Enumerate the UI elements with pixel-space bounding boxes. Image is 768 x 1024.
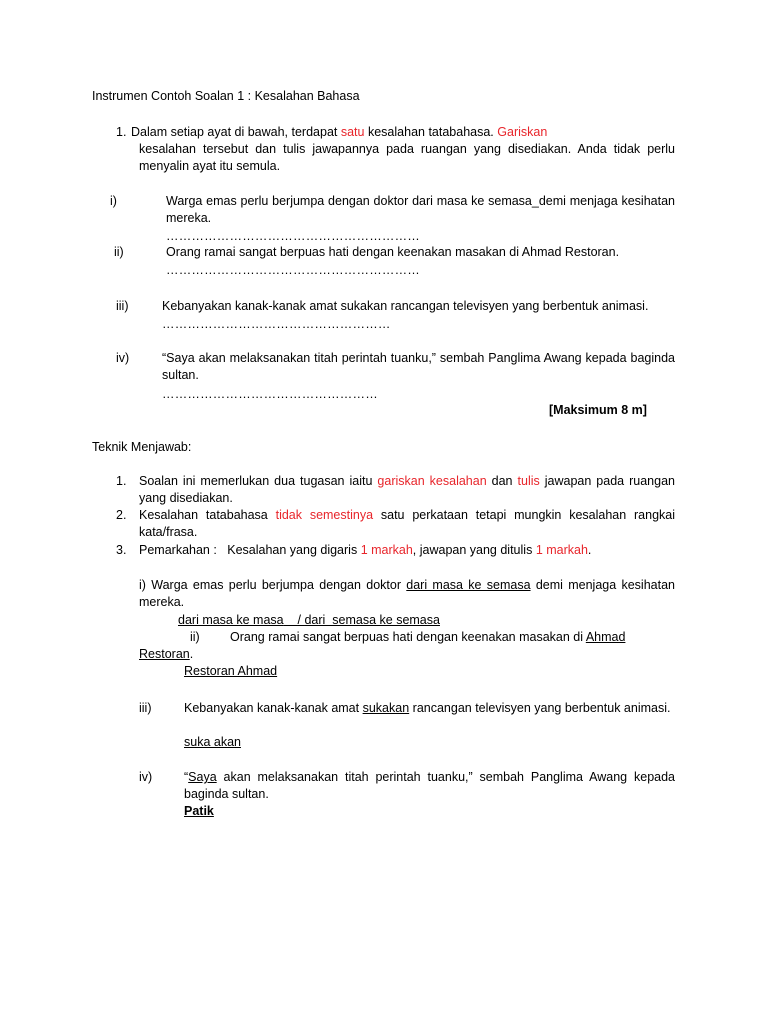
answer-example-4 [184,769,675,803]
answer-blank: …………………………………………………… [166,229,420,243]
item-label: iv) [116,351,130,365]
step-text: satu perkataan tetapi mungkin kesalahan rangkai kata/frasa. [139,508,675,539]
item-label: iii) [139,701,152,715]
answer-text: . [189,647,194,661]
step-text: , jawapan yang ditulis [412,543,533,557]
answer-example-2-cont [139,646,193,663]
item-label: i) [110,194,117,208]
answer-example-2 [230,629,675,646]
underlined-error: sukakan [362,701,410,715]
correct-answer-4: Patik [184,804,214,818]
correct-answer: dari semasa ke semasa [304,613,440,627]
answer-text: demi menjaga kesihatan mereka. [139,578,675,609]
item-label: ii) [114,245,124,259]
answer-example-3 [184,700,675,717]
highlight-markah: 1 markah [360,543,413,557]
item-sentence: “Saya akan melaksanakan titah perintah tuanku,” sembah Panglima Awang kepada baginda sultan. [162,351,675,382]
step-text: Kesalahan yang digaris [227,543,358,557]
correct-answer: dari masa ke masa [178,613,284,627]
answer-blank: ……………………………………………… [162,317,391,331]
highlight-gariskan-kesalahan: gariskan kesalahan [377,474,487,488]
highlight-tidak-semestinya: tidak semestinya [275,508,374,522]
separator: / [297,613,301,627]
question-text: Dalam setiap ayat di bawah, terdapat [131,125,338,139]
step-number: 1. [116,474,127,488]
step-text: . [587,543,592,557]
step-number: 2. [116,508,127,522]
highlight-markah: 1 markah [535,543,588,557]
item-label: iv) [139,770,153,784]
highlight-gariskan: Gariskan [497,125,548,139]
correct-answer-2: Restoran Ahmad [184,664,278,678]
correct-answer-1 [178,612,440,629]
technique-step-3 [139,542,675,559]
step-number: 3. [116,543,127,557]
question-number: 1. [116,125,127,139]
item-label: i) [139,578,146,592]
underlined-error: Saya [188,770,217,784]
answer-example-1 [139,577,675,611]
item-sentence: Warga emas perlu berjumpa dengan doktor dari masa ke semasa_demi menjaga kesihatan mereka. [166,194,675,225]
correct-answer-3: suka akan [184,735,241,749]
answer-text: Orang ramai sangat berpuas hati dengan keenakan masakan di [230,630,584,644]
question-text: kesalahan tatabahasa. [367,125,494,139]
max-marks: [Maksimum 8 m] [549,403,647,417]
step-text: Kesalahan tatabahasa [139,508,268,522]
answer-text: akan melaksanakan titah perintah tuanku,” sembah Panglima Awang kepada baginda sultan. [184,770,675,801]
answer-text: rancangan televisyen yang berbentuk animasi. [412,701,671,715]
underlined-error: Ahmad [585,630,626,644]
answer-blank: …………………………………………………… [166,263,420,277]
item-sentence: Orang ramai sangat berpuas hati dengan keenakan masakan di Ahmad Restoran. [166,245,620,259]
underlined-error: dari masa ke semasa [406,578,531,592]
technique-step-1 [139,473,675,507]
answer-text: Warga emas perlu berjumpa dengan doktor [151,578,401,592]
item-label: iii) [116,299,129,313]
item-label: ii) [190,630,200,644]
document-title: Instrumen Contoh Soalan 1 : Kesalahan Bahasa [92,89,360,103]
step-text: jawapan pada ruangan yang disediakan. [139,474,675,505]
step-text: dan [491,474,513,488]
step-text: Soalan ini memerlukan dua tugasan iaitu [139,474,373,488]
question-line-1 [131,124,675,141]
question-instructions: kesalahan tersebut dan tulis jawapannya pada ruangan yang disediakan. Anda tidak perlu menyalin ayat itu semula. [139,142,675,173]
technique-heading: Teknik Menjawab: [92,440,192,454]
highlight-satu: satu [340,125,365,139]
answer-text: “ [184,770,189,784]
step-text: Pemarkahan : [139,543,217,557]
underlined-error: Restoran [139,647,190,661]
answer-text: Kebanyakan kanak-kanak amat [184,701,360,715]
technique-step-2 [139,507,675,541]
answer-blank: …………………………………………… [162,387,378,401]
highlight-tulis: tulis [517,474,540,488]
item-sentence: Kebanyakan kanak-kanak amat sukakan rancangan televisyen yang berbentuk animasi. [162,299,649,313]
